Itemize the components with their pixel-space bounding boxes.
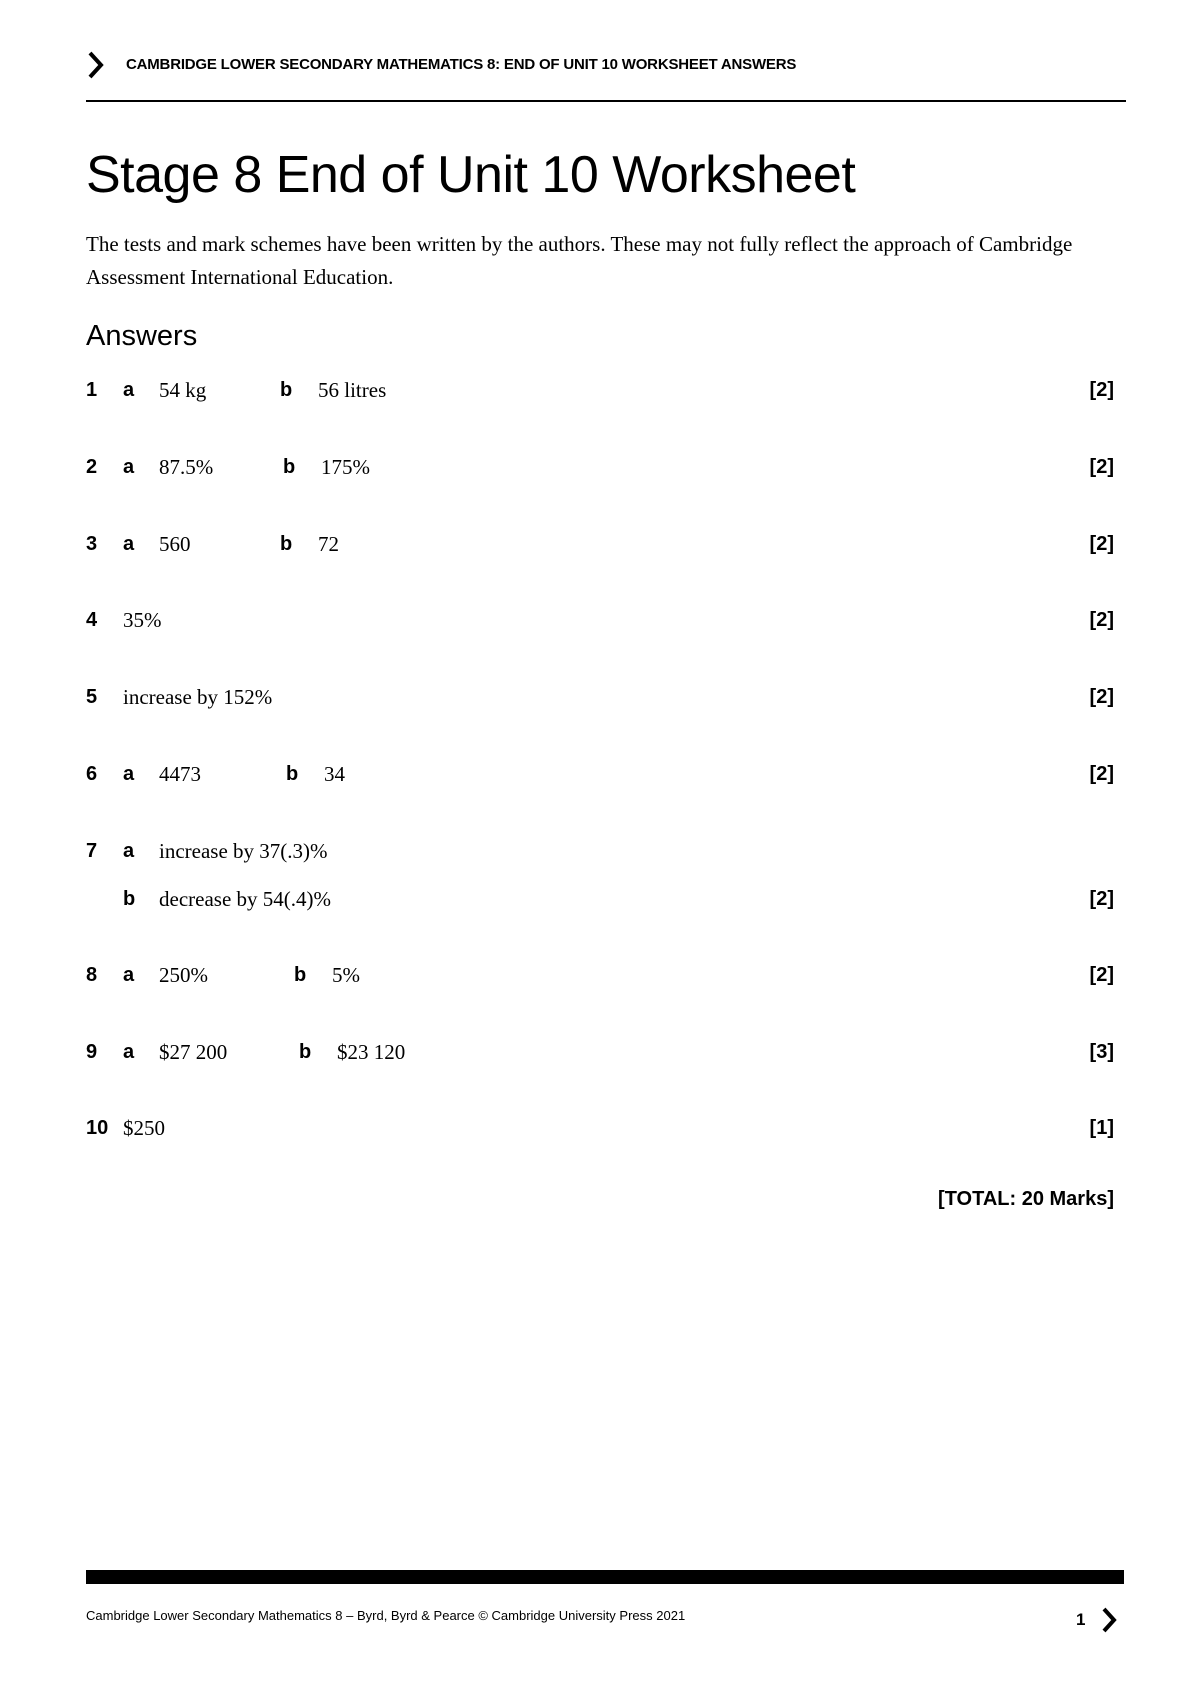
intro-text: The tests and mark schemes have been written by the authors. These may not fully reflect the approach of Cambridge Assessment International Education. [86, 232, 1073, 289]
answers-heading: Answers [86, 320, 198, 352]
part-b-label: b [280, 533, 293, 555]
answer-text: 35% [123, 608, 162, 632]
part-b-answer: 5% [332, 963, 360, 987]
answer-row-6 [86, 757, 1114, 791]
part-a-answer: 560 [159, 532, 191, 556]
total-marks: [TOTAL: 20 Marks] [938, 1188, 1114, 1210]
part-b-label: b [280, 379, 293, 401]
footer-copyright: Cambridge Lower Secondary Mathematics 8 – Byrd, Byrd & Pearce © Cambridge University Press 2021 [86, 1608, 686, 1623]
page-title: Stage 8 End of Unit 10 Worksheet [86, 146, 856, 204]
part-a-label: a [123, 379, 135, 401]
part-a-answer: increase by 37(.3)% [159, 839, 328, 863]
marks: [2] [1089, 609, 1114, 631]
part-b-answer: 56 litres [318, 378, 387, 402]
answer-row-8 [86, 958, 1114, 992]
question-number: 10 [86, 1117, 109, 1139]
answer-row-2 [86, 450, 1114, 484]
header-title: CAMBRIDGE LOWER SECONDARY MATHEMATICS 8: END OF UNIT 10 WORKSHEET ANSWERS [126, 56, 797, 73]
answer-row-7a [86, 834, 1114, 868]
part-b-label: b [299, 1041, 312, 1063]
answer-row-10 [86, 1111, 1114, 1145]
question-number: 6 [86, 763, 98, 785]
question-number: 3 [86, 533, 98, 555]
answer-text: increase by 152% [123, 685, 273, 709]
part-a-label: a [123, 533, 135, 555]
marks: [2] [1089, 964, 1114, 986]
marks: [2] [1089, 686, 1114, 708]
part-a-label: a [123, 840, 135, 862]
part-a-answer: 87.5% [159, 455, 214, 479]
part-a-answer: 54 kg [159, 378, 207, 402]
chevron-right-icon [1100, 1606, 1118, 1634]
footer-bar [86, 1570, 1124, 1584]
page-header [86, 48, 1126, 102]
part-a-answer: 250% [159, 963, 208, 987]
part-a-label: a [123, 456, 135, 478]
part-b-label: b [123, 888, 136, 910]
question-number: 8 [86, 964, 98, 986]
marks: [2] [1089, 456, 1114, 478]
part-b-answer: 175% [321, 455, 370, 479]
part-b-answer: 34 [324, 762, 345, 786]
question-number: 1 [86, 379, 98, 401]
part-b-label: b [286, 763, 299, 785]
answer-row-7b [86, 882, 1114, 916]
part-b-label: b [283, 456, 296, 478]
marks: [1] [1089, 1117, 1114, 1139]
chevron-right-icon [86, 50, 106, 80]
part-a-label: a [123, 1041, 135, 1063]
answer-row-9 [86, 1035, 1114, 1069]
part-a-label: a [123, 964, 135, 986]
answer-row-1 [86, 373, 1114, 407]
part-b-answer: decrease by 54(.4)% [159, 887, 331, 911]
marks: [2] [1089, 533, 1114, 555]
part-b-answer: 72 [318, 532, 339, 556]
marks: [2] [1089, 888, 1114, 910]
part-a-answer: 4473 [159, 762, 201, 786]
answer-row-5 [86, 680, 1114, 714]
part-a-label: a [123, 763, 135, 785]
part-b-label: b [294, 964, 307, 986]
question-number: 9 [86, 1041, 98, 1063]
answer-row-3 [86, 527, 1114, 561]
question-number: 5 [86, 686, 98, 708]
part-b-answer: $23 120 [337, 1040, 406, 1064]
question-number: 4 [86, 609, 98, 631]
marks: [3] [1089, 1041, 1114, 1063]
question-number: 7 [86, 840, 98, 862]
answer-text: $250 [123, 1116, 165, 1140]
marks: [2] [1089, 379, 1114, 401]
marks: [2] [1089, 763, 1114, 785]
page-number: 1 [1076, 1610, 1086, 1629]
answer-row-4 [86, 603, 1114, 637]
part-a-answer: $27 200 [159, 1040, 228, 1064]
question-number: 2 [86, 456, 98, 478]
